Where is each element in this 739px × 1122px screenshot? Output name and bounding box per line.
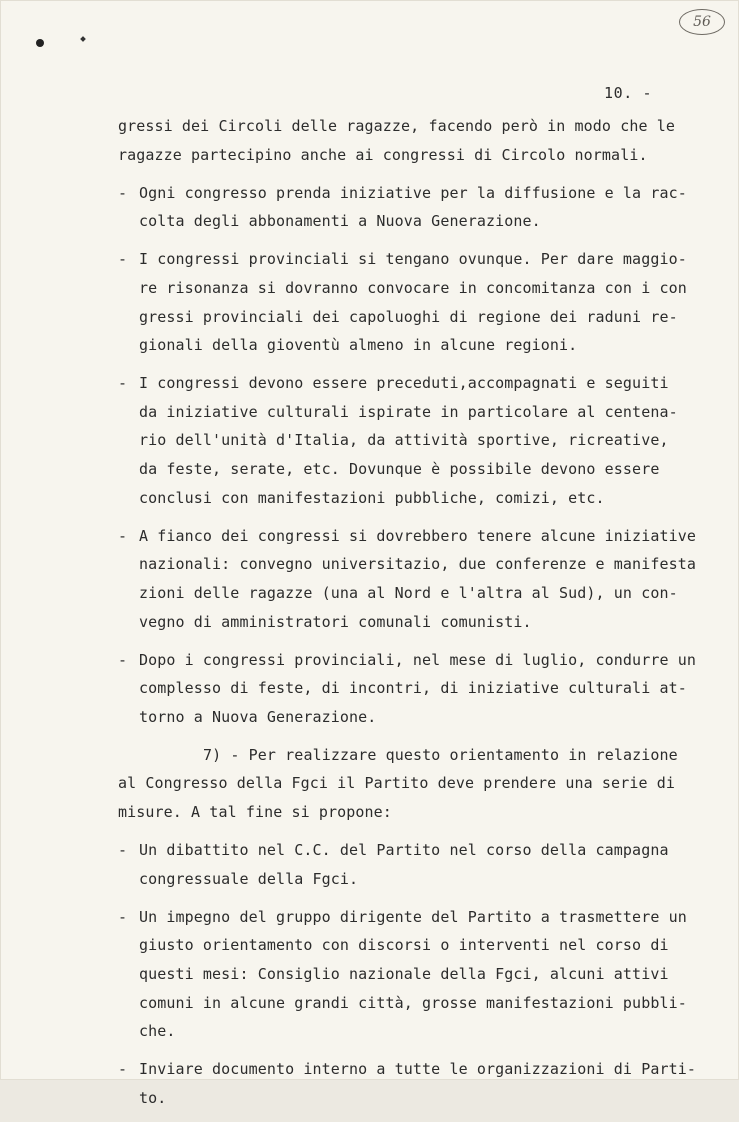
text-line: Ogni congresso prenda iniziative per la diffusione e la rac- [139,183,687,202]
list-dash: - [118,907,128,926]
text-line: re risonanza si dovranno convocare in concomitanza con i con [139,278,687,297]
text-line: ragazze partecipino anche ai congressi di Circolo normali. [118,145,648,164]
text-line: Inviare documento interno a tutte le organizzazioni di Parti- [139,1060,696,1079]
text-line: torno a Nuova Generazione. [139,707,377,726]
list-item-diffusione [118,179,693,236]
list-item-documento-interno [118,1055,696,1112]
text-line: zioni delle ragazze (una al Nord e l'altra al Sud), un con- [139,583,678,602]
list-item-dopo-congressi [118,646,696,732]
text-line: Un dibattito nel C.C. del Partito nel corso della campagna [139,841,669,860]
text-line: complesso di feste, di incontri, di iniziative culturali at- [139,679,687,698]
text-line: Dopo i congressi provinciali, nel mese di luglio, condurre un [139,650,696,669]
text-line: giusto orientamento con discorsi o interventi nel corso di [139,936,669,955]
list-dash: - [118,250,128,269]
text-line: misure. A tal fine si propone: [118,803,392,822]
text-line: vegno di amministratori comunali comunisti. [139,612,532,631]
list-dash: - [118,841,128,860]
list-item-congressi-provinciali [118,245,693,359]
text-line: A fianco dei congressi si dovrebbero tenere alcune iniziative [139,526,696,545]
section-heading-line: 7) - Per realizzare questo orientamento in relazione [203,745,678,764]
text-line: colta degli abbonamenti a Nuova Generazione. [139,212,541,231]
document-body [118,112,696,1122]
text-line: che. [139,1022,176,1041]
text-line: I congressi provinciali si tengano ovunque. Per dare maggio- [139,250,687,269]
text-line: rio dell'unità d'Italia, da attività sportive, ricreative, [139,431,669,450]
text-line: gressi dei Circoli delle ragazze, facendo però in modo che le [118,117,675,135]
list-item-iniziative-nazionali [118,522,696,636]
text-line: conclusi con manifestazioni pubbliche, comizi, etc. [139,488,605,507]
archive-page-mark: 56 [679,9,725,35]
list-item-impegno [118,903,693,1046]
text-line: gressi provinciali dei capoluoghi di regione dei raduni re- [139,307,678,326]
list-dash: - [118,1060,128,1079]
text-line: da iniziative culturali ispirate in particolare al centena- [139,402,678,421]
text-line: gionali della gioventù almeno in alcune regioni. [139,336,578,355]
list-item-iniziative-culturali [118,369,693,512]
list-dash: - [118,183,128,202]
text-line: to. [139,1088,167,1107]
list-item-dibattito [118,836,693,893]
text-line: al Congresso della Fgci il Partito deve prendere una serie di [118,774,675,793]
text-line: congressuale della Fgci. [139,869,359,888]
page-number: 10. - [604,84,653,102]
section-7-paragraph [118,741,693,827]
text-line: da feste, serate, etc. Dovunque è possibile devono essere [139,460,660,479]
text-line: comuni in alcune grandi città, grosse manifestazioni pubbli- [139,993,687,1012]
ink-speck [80,36,86,42]
opening-paragraph [118,112,693,169]
text-line: nazionali: convegno universitazio, due conferenze e manifesta [139,555,696,574]
list-dash: - [118,650,128,669]
text-line: questi mesi: Consiglio nazionale della Fgci, alcuni attivi [139,965,669,984]
list-dash: - [118,374,128,393]
text-line: I congressi devono essere preceduti,accompagnati e seguiti [139,374,669,393]
text-line: Un impegno del gruppo dirigente del Partito a trasmettere un [139,907,687,926]
punch-hole-mark [36,39,44,47]
list-dash: - [118,526,128,545]
